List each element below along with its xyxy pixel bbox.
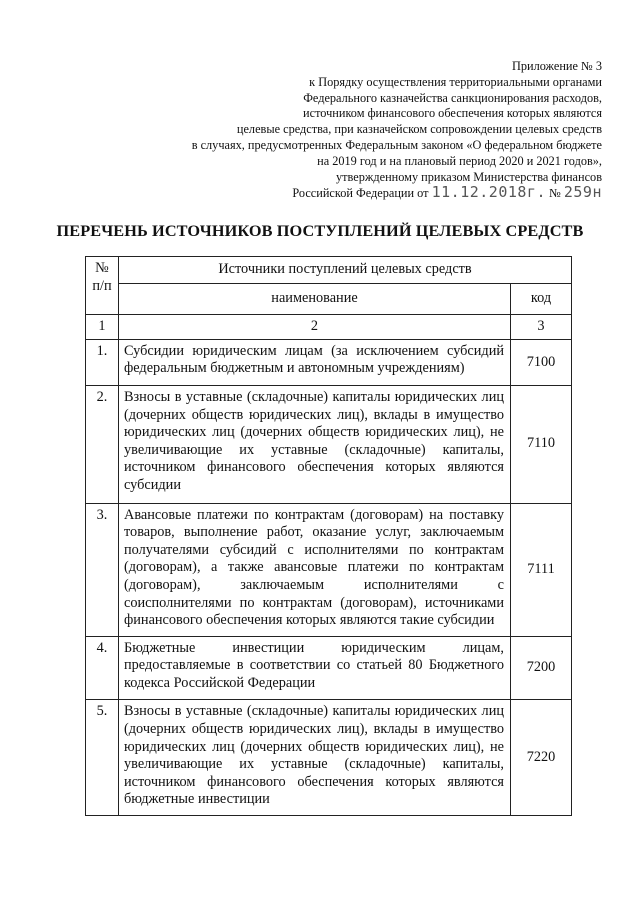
row-code: 7200: [511, 636, 572, 700]
header-line: утвержденному приказом Министерства финансов: [336, 169, 602, 184]
order-number-stamp: 259н: [563, 183, 602, 202]
col-name-header: наименование: [119, 283, 511, 315]
index-cell: 2: [119, 315, 511, 340]
sources-table: [85, 256, 572, 816]
row-num: 2.: [86, 385, 119, 503]
table-row: [86, 503, 572, 636]
row-num: 1.: [86, 339, 119, 385]
table-subheader-row: [86, 283, 572, 315]
col-num-header: № п/п: [86, 257, 119, 315]
group-header: Источники поступлений целевых средств: [119, 257, 572, 284]
table-row: [86, 385, 572, 503]
row-num: 4.: [86, 636, 119, 700]
row-name: Взносы в уставные (складочные) капиталы юридических лиц (дочерних обществ юридических лиц), вклады в имущество юридических лиц (дочерних обществ юридических лиц), не увеличивающие их уставные (складочные) капиталы, источником финансового обеспечения которых являются субсидии: [119, 385, 511, 503]
header-line: в случаях, предусмотренных Федеральным законом «О федеральном бюджете: [191, 137, 602, 152]
row-code: 7110: [511, 385, 572, 503]
row-code: 7100: [511, 339, 572, 385]
header-line: целевые средства, при казначейском сопровождении целевых средств: [236, 122, 602, 137]
order-date-stamp: 11.12.2018г.: [431, 183, 546, 202]
row-num: 3.: [86, 503, 119, 636]
row-name: Авансовые платежи по контрактам (договорам) на поставку товаров, выполнение работ, оказание услуг, заключаемым получателями субсидий с исполнителями по контрактам (договорам), а также авансовые платежи по контрактам (договорам), заключаемым исполнителями с соисполнителями по контрактам (договорам), источниками финансового обеспечения которых являются такие субсидии: [119, 503, 511, 636]
row-code: 7111: [511, 503, 572, 636]
header-line: на 2019 год и на плановый период 2020 и 2021 годов»,: [317, 153, 602, 168]
table-row: [86, 700, 572, 816]
header-line-order: [122, 185, 602, 202]
order-prefix: Российской Федерации от: [292, 186, 429, 201]
number-sign: №: [549, 186, 561, 201]
table-header-row: [86, 257, 572, 284]
row-num: 5.: [86, 700, 119, 816]
header-line: Приложение № 3: [511, 59, 602, 73]
header-line: источником финансового обеспечения которых являются: [303, 106, 602, 121]
header-line: к Порядку осуществления территориальными органами: [309, 74, 602, 89]
index-row: [86, 315, 572, 340]
row-name: Бюджетные инвестиции юридическим лицам, предоставляемые в соответствии со статьей 80 Бюджетного кодекса Российской Федерации: [119, 636, 511, 700]
appendix-header: [122, 59, 602, 202]
col-code-header: код: [511, 283, 572, 315]
document-title: ПЕРЕЧЕНЬ ИСТОЧНИКОВ ПОСТУПЛЕНИЙ ЦЕЛЕВЫХ СРЕДСТВ: [56, 221, 584, 240]
row-name: Взносы в уставные (складочные) капиталы юридических лиц (дочерних обществ юридических лиц), вклады в имущество юридических лиц (дочерних обществ юридических лиц), не увеличивающие их уставные (складочные) капиталы, источником финансового обеспечения которых являются бюджетные инвестиции: [119, 700, 511, 816]
header-line: Федерального казначейства санкционирования расходов,: [303, 90, 602, 105]
row-code: 7220: [511, 700, 572, 816]
table-row: [86, 339, 572, 385]
index-cell: 3: [511, 315, 572, 340]
table-row: [86, 636, 572, 700]
row-name: Субсидии юридическим лицам (за исключением субсидий федеральным бюджетным и автономным учреждениям): [119, 339, 511, 385]
index-cell: 1: [86, 315, 119, 340]
